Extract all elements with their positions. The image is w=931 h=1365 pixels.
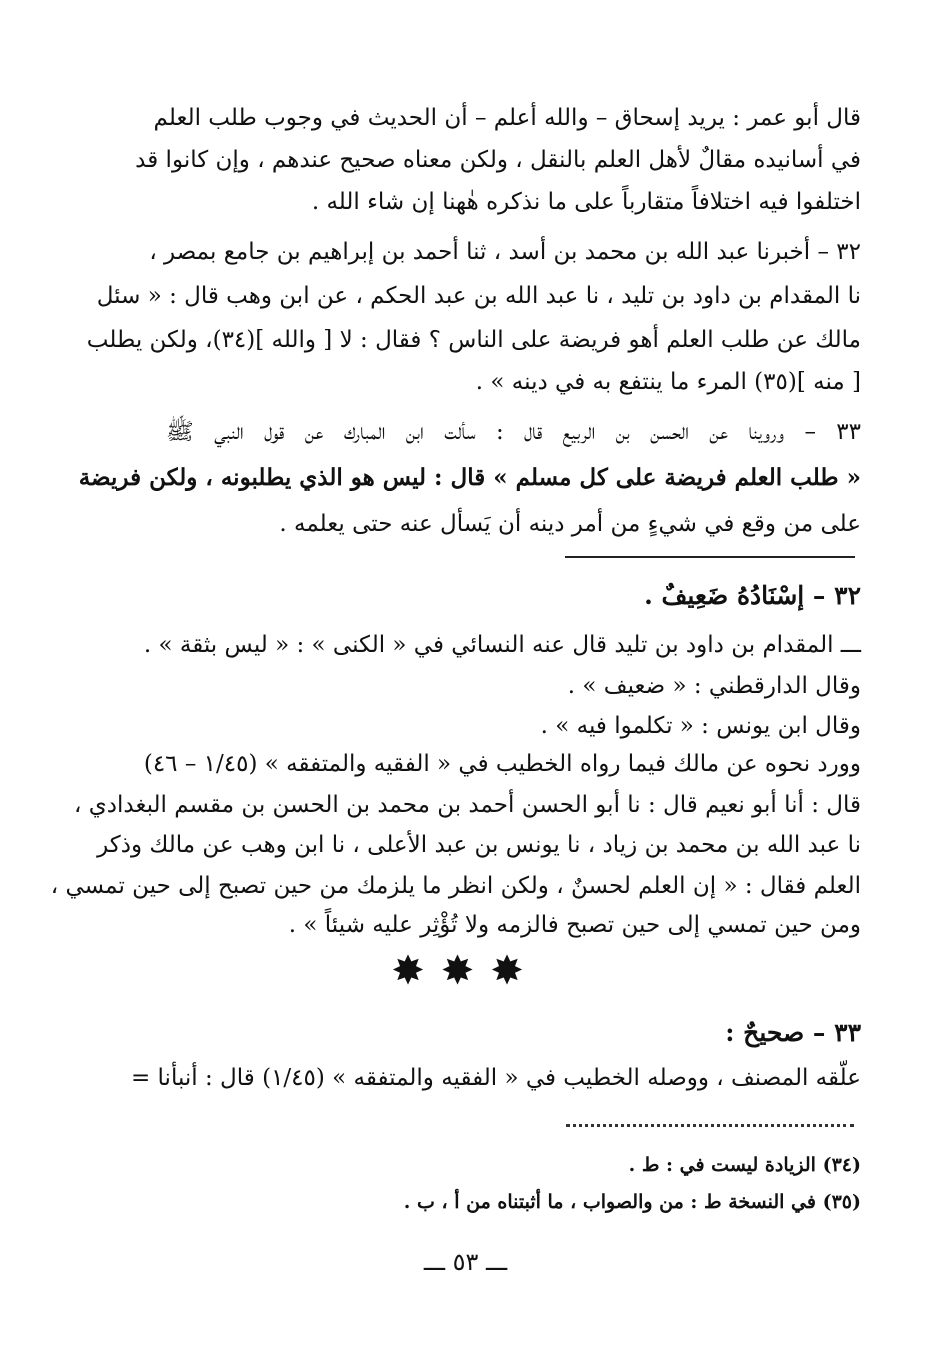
main-p1-line2: في أسانيده مقالٌ لأهل العلم بالنقل ، ولكن معناه صحيح عندهم ، وإن كانوا قد <box>135 147 861 173</box>
commentary-32-line7: العلم فقال : « إن العلم لحسنٌ ، ولكن انظر ما يلزمك من حين تصبح إلى حين تمسي ، <box>50 873 861 899</box>
main-p2-line1: ٣٢ – أخبرنا عبد الله بن محمد بن أسد ، ثنا أحمد بن إبراهيم بن جامع بمصر ، <box>149 239 861 265</box>
page-number: ـــ ٥٣ ـــ <box>423 1248 508 1276</box>
main-p3-line3: على من وقع في شيءٍ من أمر دينه أن يَسأل عنه حتى يعلمه . <box>279 511 861 537</box>
commentary-32-line8: ومن حين تمسي إلى حين تصبح فالزمه ولا تُؤْثِر عليه شيئاً » . <box>288 912 861 938</box>
footnote-35: (٣٥) في النسخة ط : من والصواب ، ما أثبتناه من أ ، ب . <box>403 1191 861 1213</box>
commentary-32-line4: وورد نحوه عن مالك فيما رواه الخطيب في « الفقيه والمتفقه » (١/٤٥ – ٤٦) <box>143 751 861 777</box>
main-p3-line1: ٣٣ – وروينا عن الحسن بن الربيع قال : سألت ابن المبارك عن قول النبي ﷺ <box>166 419 861 445</box>
commentary-33-line1: علّقه المصنف ، ووصله الخطيب في « الفقيه والمتفقه » (١/٤٥) قال : أنبأنا = <box>130 1065 861 1091</box>
main-p2-line3: مالك عن طلب العلم أهو فريضة على الناس ؟ فقال : لا [ والله ](٣٤)، ولكن يطلب <box>86 327 861 353</box>
main-p1-line1: قال أبو عمر : يريد إسحاق – والله أعلم – أن الحديث في وجوب طلب العلم <box>153 105 861 131</box>
commentary-heading-32: ٣٢ – إسْنَادُهُ ضَعِيفٌ . <box>644 581 861 610</box>
main-p3-line2: « طلب العلم فريضة على كل مسلم » قال : ليس هو الذي يطلبونه ، ولكن فريضة <box>78 464 861 491</box>
commentary-32-line5: قال : أنا أبو نعيم قال : نا أبو الحسن أحمد بن محمد بن الحسن بن مقسم البغدادي ، <box>74 792 861 818</box>
commentary-32-line2: وقال الدارقطني : « ضعيف » . <box>567 673 861 699</box>
footnote-34: (٣٤) الزيادة ليست في : ط . <box>628 1154 861 1176</box>
main-commentary-divider <box>565 556 855 558</box>
main-p2-line2: نا المقدام بن داود بن تليد ، نا عبد الله بن عبد الحكم ، عن ابن وهب قال : « سئل <box>96 283 861 309</box>
commentary-32-line1: ـــ المقدام بن داود بن تليد قال عنه النسائي في « الكنى » : « ليس بثقة » . <box>143 632 861 658</box>
commentary-32-line3: وقال ابن يونس : « تكلموا فيه » . <box>540 713 861 739</box>
commentary-32-line6: نا عبد الله بن محمد بن زياد ، نا يونس بن عبد الأعلى ، نا ابن وهب عن مالك وذكر <box>97 832 861 858</box>
commentary-heading-33: ٣٣ – صحيحٌ : <box>725 1018 861 1047</box>
footnote-divider <box>566 1124 854 1127</box>
star-separator: ✸✸✸ <box>391 948 540 994</box>
main-p1-line3: اختلفوا فيه اختلافاً متقارباً على ما نذكره هٰهنا إن شاء الله . <box>311 189 861 215</box>
main-p2-line4: [ منه ](٣٥) المرء ما ينتفع به في دينه » . <box>475 369 861 395</box>
